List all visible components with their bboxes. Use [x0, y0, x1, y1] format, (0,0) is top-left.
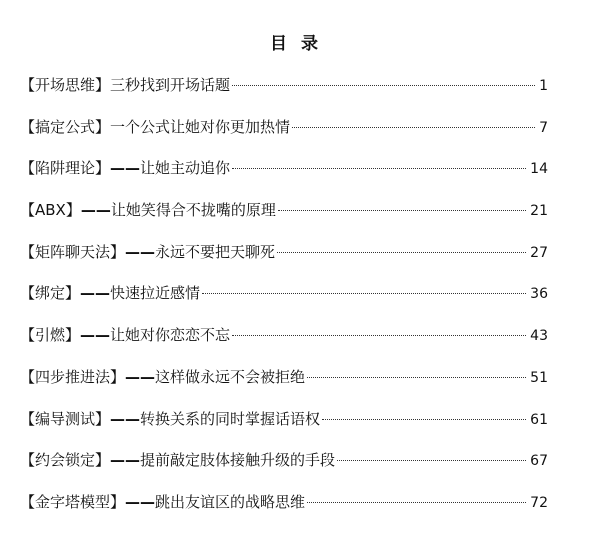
- toc-page-number: 72: [530, 494, 548, 511]
- toc-entry-tag: 【陷阱理论】: [20, 159, 111, 178]
- toc-entry-dash: ——: [125, 242, 156, 261]
- toc-entry-subtitle: 永远不要把天聊死: [155, 242, 276, 261]
- toc-entry[interactable]: [20, 406, 548, 448]
- toc-entry-text: [20, 239, 275, 265]
- toc-entry-dash: ——: [125, 367, 156, 386]
- toc-entry-dash: ——: [125, 492, 156, 511]
- dot-leader: [232, 168, 526, 169]
- toc-page-number: 43: [530, 328, 548, 345]
- toc-entry-dash: ——: [80, 201, 111, 220]
- toc-title: 目 录: [270, 34, 322, 54]
- toc-entry-subtitle: 快速拉近感情: [110, 284, 201, 303]
- dot-leader: [278, 210, 526, 211]
- dot-leader: [307, 377, 526, 378]
- toc-page-number: 51: [530, 369, 548, 386]
- toc-entry-subtitle: 提前敲定肢体接触升级的手段: [140, 451, 336, 470]
- toc-entry-tag: 【矩阵聊天法】: [20, 242, 126, 261]
- toc-entry-tag: 【绑定】: [20, 284, 81, 303]
- toc-page-number: 36: [530, 286, 548, 303]
- toc-page-number: 67: [530, 453, 548, 470]
- toc-entry[interactable]: [20, 489, 548, 531]
- toc-entry-text: [20, 322, 230, 348]
- dot-leader: [277, 252, 526, 253]
- toc-entry-subtitle: 三秒找到开场话题: [110, 76, 231, 94]
- toc-entry-text: [20, 197, 276, 223]
- toc-entry[interactable]: [20, 114, 548, 156]
- toc-page-number: 7: [539, 119, 548, 136]
- dot-leader: [322, 419, 526, 420]
- toc-entry-tag: 【约会锁定】: [20, 451, 111, 470]
- toc-entry-tag: 【金字塔模型】: [20, 492, 126, 511]
- toc-entry-tag: 【搞定公式】: [20, 117, 111, 136]
- toc-entry-tag: 【开场思维】: [20, 76, 111, 94]
- toc-entry-text: [20, 280, 200, 306]
- toc-entry-text: [20, 114, 290, 140]
- toc-entry-dash: ——: [80, 284, 111, 303]
- toc-entry-tag: 【编导测试】: [20, 409, 111, 428]
- toc-entry-text: [20, 406, 320, 432]
- toc-entry[interactable]: [20, 197, 548, 239]
- toc-page-number: 27: [530, 244, 548, 261]
- toc-entry-tag: 【引燃】: [20, 326, 81, 345]
- toc-entry[interactable]: [20, 364, 548, 406]
- toc-entry-tag: 【ABX】: [20, 201, 81, 220]
- toc-entry-subtitle: 跳出友谊区的战略思维: [155, 492, 306, 511]
- toc-entry-text: [20, 72, 230, 98]
- toc-entry-tag: 【四步推进法】: [20, 367, 126, 386]
- toc-page-number: 61: [530, 411, 548, 428]
- dot-leader: [292, 127, 535, 128]
- toc-entry-text: [20, 447, 335, 473]
- toc-page-number: 1: [539, 78, 548, 94]
- toc-entry[interactable]: [20, 239, 548, 281]
- dot-leader: [202, 293, 526, 294]
- toc-entry-subtitle: 让她对你恋恋不忘: [110, 326, 231, 345]
- toc-entry-text: [20, 489, 305, 515]
- toc-entry-dash: ——: [110, 409, 141, 428]
- toc-entry-dash: ——: [110, 451, 141, 470]
- toc-entry-dash: ——: [80, 326, 111, 345]
- toc-entry-subtitle: 让她笑得合不拢嘴的原理: [110, 201, 276, 220]
- dot-leader: [232, 85, 535, 86]
- dot-leader: [337, 460, 526, 461]
- toc-entry-dash: ——: [110, 159, 141, 178]
- toc-entry-subtitle: 这样做永远不会被拒绝: [155, 367, 306, 386]
- toc-entry[interactable]: [20, 72, 548, 114]
- toc-entry[interactable]: [20, 280, 548, 322]
- toc-entry-text: [20, 155, 230, 181]
- toc-entry[interactable]: [20, 155, 548, 197]
- toc-list: [20, 72, 548, 531]
- dot-leader: [307, 502, 526, 503]
- toc-entry-text: [20, 364, 305, 390]
- toc-page-number: 14: [530, 161, 548, 178]
- toc-entry[interactable]: [20, 447, 548, 489]
- toc-entry-subtitle: 让她主动追你: [140, 159, 231, 178]
- dot-leader: [232, 335, 526, 336]
- toc-entry[interactable]: [20, 322, 548, 364]
- toc-page-number: 21: [530, 203, 548, 220]
- toc-entry-subtitle: 转换关系的同时掌握话语权: [140, 409, 321, 428]
- toc-entry-subtitle: 一个公式让她对你更加热情: [110, 117, 291, 136]
